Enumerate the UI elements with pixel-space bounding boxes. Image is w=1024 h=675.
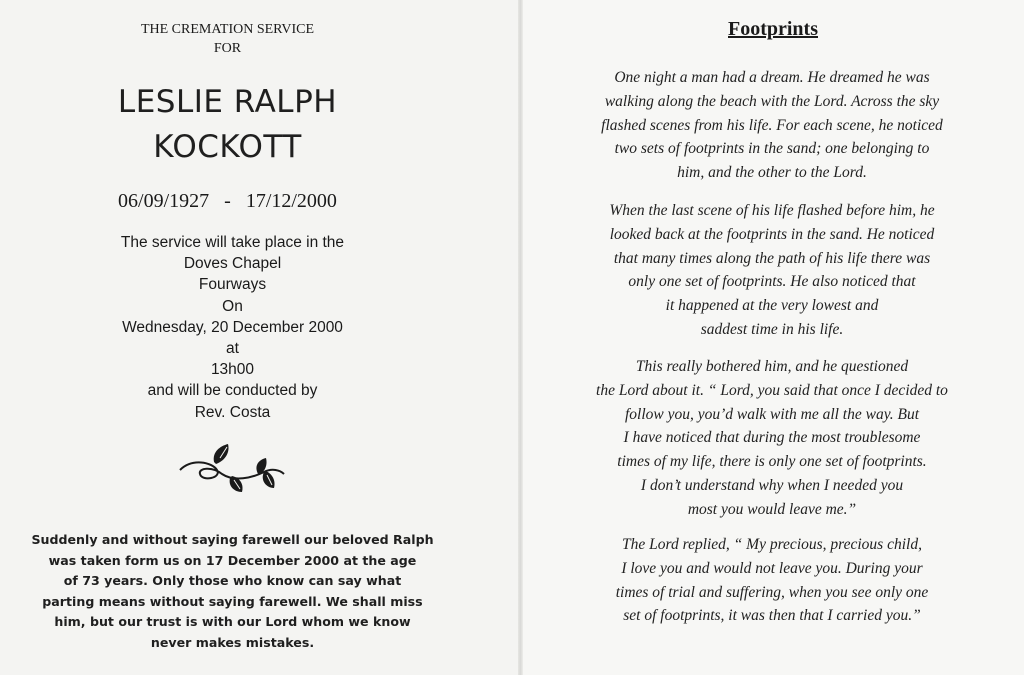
tribute-line: never makes mistakes. — [150, 634, 315, 650]
leaf-vine-ornament-icon — [172, 440, 292, 495]
service-line: On — [222, 297, 243, 315]
service-heading — [0, 20, 455, 58]
poem-stanza-2 — [542, 199, 1002, 342]
service-line: Doves Chapel — [183, 255, 282, 273]
poem-line: most you would leave me.” — [687, 500, 857, 518]
poem-line: I love you and would not leave you. During your — [621, 559, 923, 577]
service-line: Fourways — [198, 276, 267, 294]
tribute-line: Suddenly and without saying farewell our beloved Ralph — [31, 532, 434, 547]
service-line: at — [226, 340, 239, 358]
service-line: Wednesday, 20 December 2000 — [122, 318, 343, 336]
tribute-text — [10, 530, 455, 653]
poem-title: Footprints — [728, 18, 818, 40]
poem-line: saddest time in his life. — [700, 320, 844, 338]
life-dates: 06/09/1927 - 17/12/2000 — [118, 190, 337, 212]
heading-line: THE CREMATION SERVICE — [140, 22, 315, 37]
poem-stanza-3 — [542, 355, 1002, 522]
poem-stanza-4 — [542, 533, 1002, 628]
service-line: and will be conducted by — [147, 382, 318, 400]
poem-line: When the last scene of his life flashed before him, he — [609, 202, 935, 219]
service-details — [0, 232, 465, 423]
service-line: The service will take place in the — [120, 234, 345, 251]
deceased-name — [0, 80, 455, 170]
poem-line: I don’t understand why when I needed you — [640, 476, 904, 494]
service-line: 13h00 — [210, 361, 255, 379]
name-line: KOCKOTT — [153, 129, 302, 165]
poem-line: flashed scenes from his life. For each scene, he noticed — [601, 116, 943, 134]
poem-line: One night a man had a dream. He dreamed he was — [614, 69, 930, 86]
poem-line: looked back at the footprints in the sand. He noticed — [609, 225, 935, 243]
tribute-line: was taken form us on 17 December 2000 at the age — [48, 552, 417, 568]
poem-line: the Lord about it. “ Lord, you said that once I decided to — [596, 381, 948, 399]
poem-line: set of footprints, it was then that I carried you.” — [623, 607, 921, 625]
tribute-line: him, but our trust is with our Lord whom we know — [54, 614, 411, 629]
poem-line: times of my life, there is only one set of footprints. — [617, 453, 927, 471]
poem-line: him, and the other to the Lord. — [677, 164, 867, 182]
service-line: Rev. Costa — [194, 403, 271, 421]
poem-line: This really bothered him, and he questioned — [635, 358, 909, 375]
page-fold — [518, 0, 523, 675]
poem-line: walking along the beach with the Lord. Across the sky — [604, 92, 940, 110]
poem-line: follow you, you’d walk with me all the way. But — [624, 405, 920, 423]
poem-stanza-1 — [542, 66, 1002, 185]
poem-line: it happened at the very lowest and — [665, 297, 879, 315]
poem-line: only one set of footprints. He also noticed that — [628, 273, 916, 291]
tribute-line: of 73 years. Only those who know can say what — [63, 573, 402, 588]
tribute-line: parting means without saying farewell. We shall miss — [42, 593, 423, 609]
name-line: LESLIE RALPH — [117, 84, 338, 120]
poem-line: that many times along the path of his life there was — [613, 249, 931, 267]
heading-line: FOR — [213, 41, 242, 56]
poem-line: The Lord replied, “ My precious, precious child, — [622, 536, 922, 553]
poem-line: I have noticed that during the most troublesome — [623, 429, 921, 447]
poem-line: two sets of footprints in the sand; one belonging to — [614, 140, 930, 158]
poem-line: times of trial and suffering, when you see only one — [615, 583, 929, 601]
